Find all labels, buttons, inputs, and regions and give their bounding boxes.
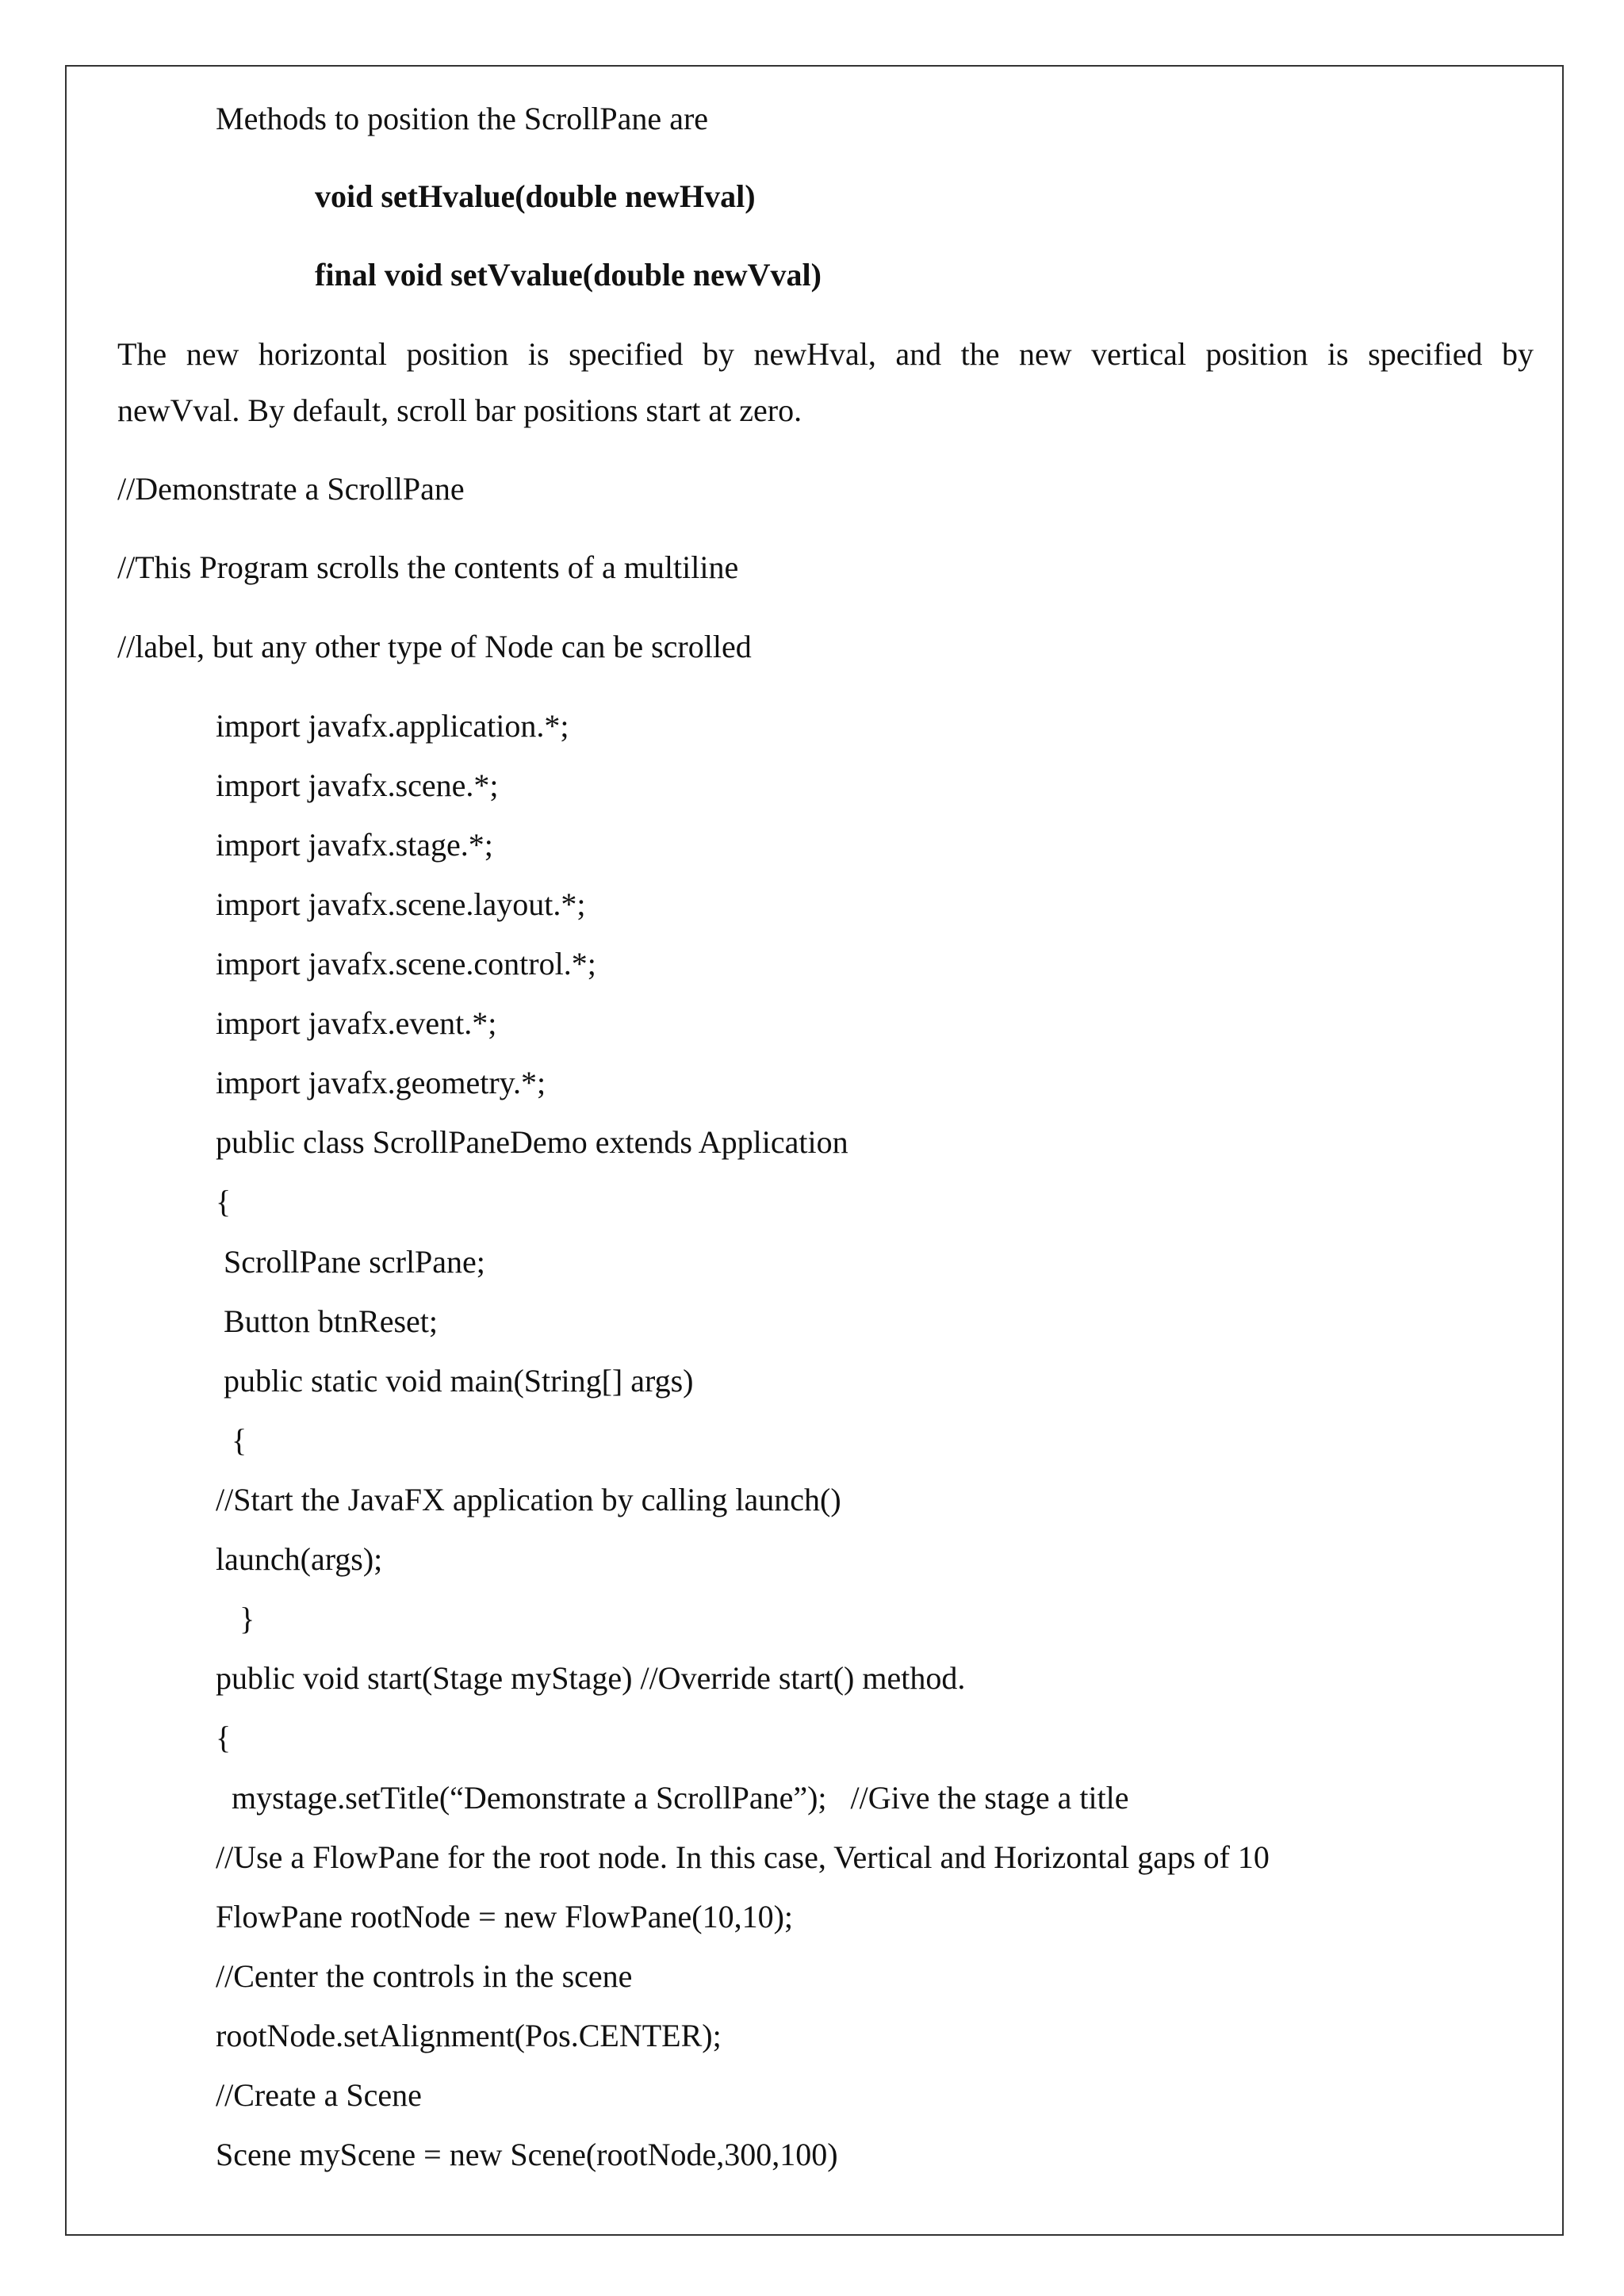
comment-line: //label, but any other type of Node can be scrolled [117,629,752,664]
comment-line: //This Program scrolls the contents of a multiline [117,549,739,585]
code-line: import javafx.stage.*; [216,827,493,863]
code-line: import javafx.scene.control.*; [216,946,596,982]
code-line: { [216,1184,232,1219]
code-line: } [216,1601,255,1636]
code-line: { [216,1422,247,1458]
code-line: Button btnReset; [216,1303,438,1339]
code-line: ScrollPane scrlPane; [216,1244,485,1280]
code-line: //Create a Scene [216,2077,422,2113]
code-line: //Start the JavaFX application by calling launch() [216,1482,841,1517]
code-line: Scene myScene = new Scene(rootNode,300,100) [216,2137,838,2172]
code-line: FlowPane rootNode = new FlowPane(10,10); [216,1899,794,1934]
methods-heading: Methods to position the ScrollPane are [216,101,709,136]
comment-line: //Demonstrate a ScrollPane [117,471,465,507]
code-line: //Center the controls in the scene [216,1958,633,1994]
code-line: import javafx.event.*; [216,1005,497,1041]
code-line: { [216,1720,232,1755]
code-line: import javafx.application.*; [216,708,569,744]
code-line: public void start(Stage myStage) //Override start() method. [216,1660,966,1696]
code-line: import javafx.scene.layout.*; [216,886,586,922]
code-line: import javafx.geometry.*; [216,1065,546,1100]
paragraph-line-1: The new horizontal position is specified by newHval, and the new vertical position is specified by [117,336,1534,372]
code-line: launch(args); [216,1541,383,1577]
code-line: mystage.setTitle(“Demonstrate a ScrollPane”); //Give the stage a title [216,1780,1129,1816]
code-line: public class ScrollPaneDemo extends Application [216,1124,848,1160]
code-line: public static void main(String[] args) [216,1363,694,1399]
code-line: import javafx.scene.*; [216,767,499,803]
method-signature-setvvalue: final void setVvalue(double newVval) [315,257,822,293]
code-line: rootNode.setAlignment(Pos.CENTER); [216,2018,722,2053]
method-signature-sethvalue: void setHvalue(double newHval) [315,178,756,214]
paragraph-line-2: newVval. By default, scroll bar positions start at zero. [117,392,802,428]
code-line: //Use a FlowPane for the root node. In this case, Vertical and Horizontal gaps of 10 [216,1839,1270,1875]
